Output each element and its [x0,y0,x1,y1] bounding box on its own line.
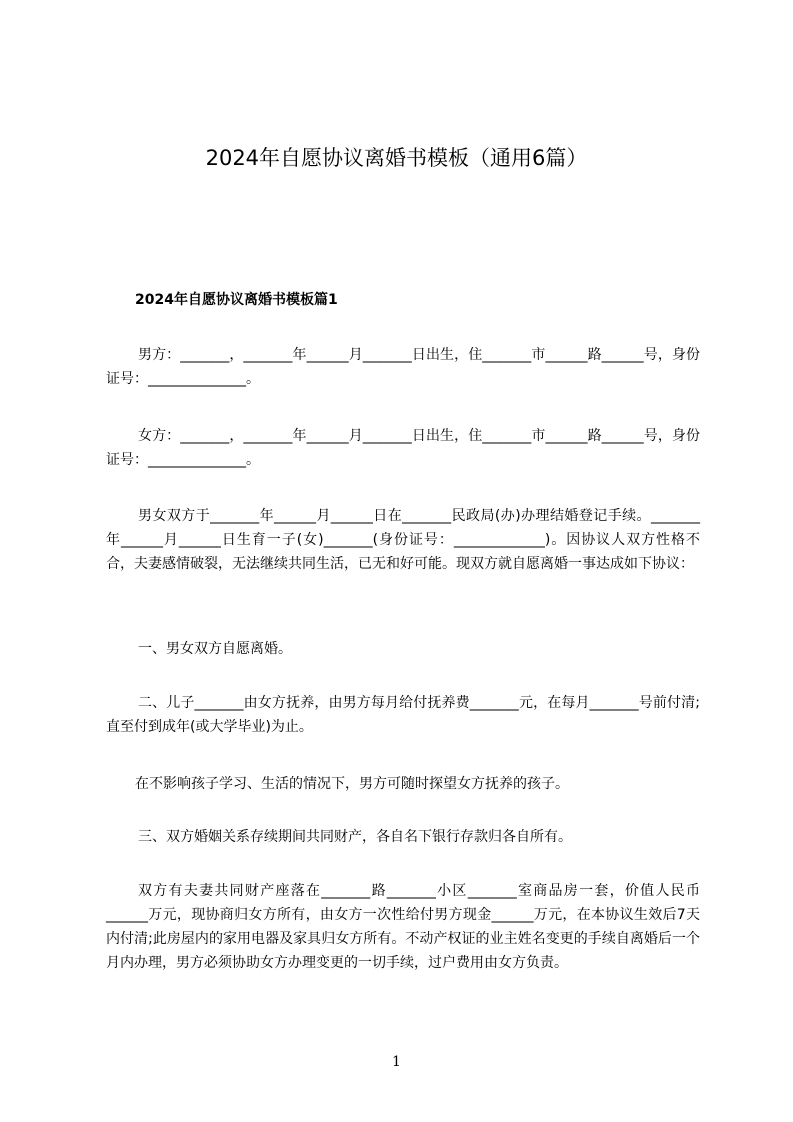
paragraph-clause-3: 三、双方婚姻关系存续期间共同财产，各自名下银行存款归各自所有。 [138,829,572,845]
paragraph-female-party: 女方：_______，_______年______月_______日出生，住_______市______路______号，身份证号：______________。 [106,428,700,468]
document-title: 2024年自愿协议离婚书模板（通用6篇） [205,146,588,170]
paragraph-clause-1: 一、男女双方自愿离婚。 [138,641,292,657]
paragraph-property: 双方有夫妻共同财产座落在_______路_______小区_______室商品房一套，价值人民币______万元，现协商归女方所有，由女方一次性给付男方现金______万元，在本协议生效后7天内付清;此房屋内的家用电器及家具归女方所有。不动产权证的业主姓名变更的手续自离婚后一个月内办理，男方必须协助女方办理变更的一切手续，过户费用由女方负责。 [106,883,700,971]
paragraph-male-party: 男方：_______，_______年______月_______日出生，住_______市______路______号，身份证号：______________。 [106,347,700,387]
paragraph-clause-2: 二、儿子_______由女方抚养，由男方每月给付抚养费_______元，在每月_______号前付清;直至付到成年(或大学毕业)为止。 [106,695,700,735]
paragraph-marriage-background: 男女双方于_______年______月______日在_______民政局(办)办理结婚登记手续。_______年______月______日生育一子(女)_______(身份证号：_____________)。因协议人双方性格不合，夫妻感情破裂，无法继续共同生活，已无和好可能。现双方就自愿离婚一事达成如下协议： [106,508,700,572]
paragraph-visitation: 在不影响孩子学习、生活的情况下，男方可随时探望女方抚养的孩子。 [135,776,569,792]
section-title: 2024年自愿协议离婚书模板篇1 [135,292,338,308]
page-number: 1 [392,1054,401,1070]
